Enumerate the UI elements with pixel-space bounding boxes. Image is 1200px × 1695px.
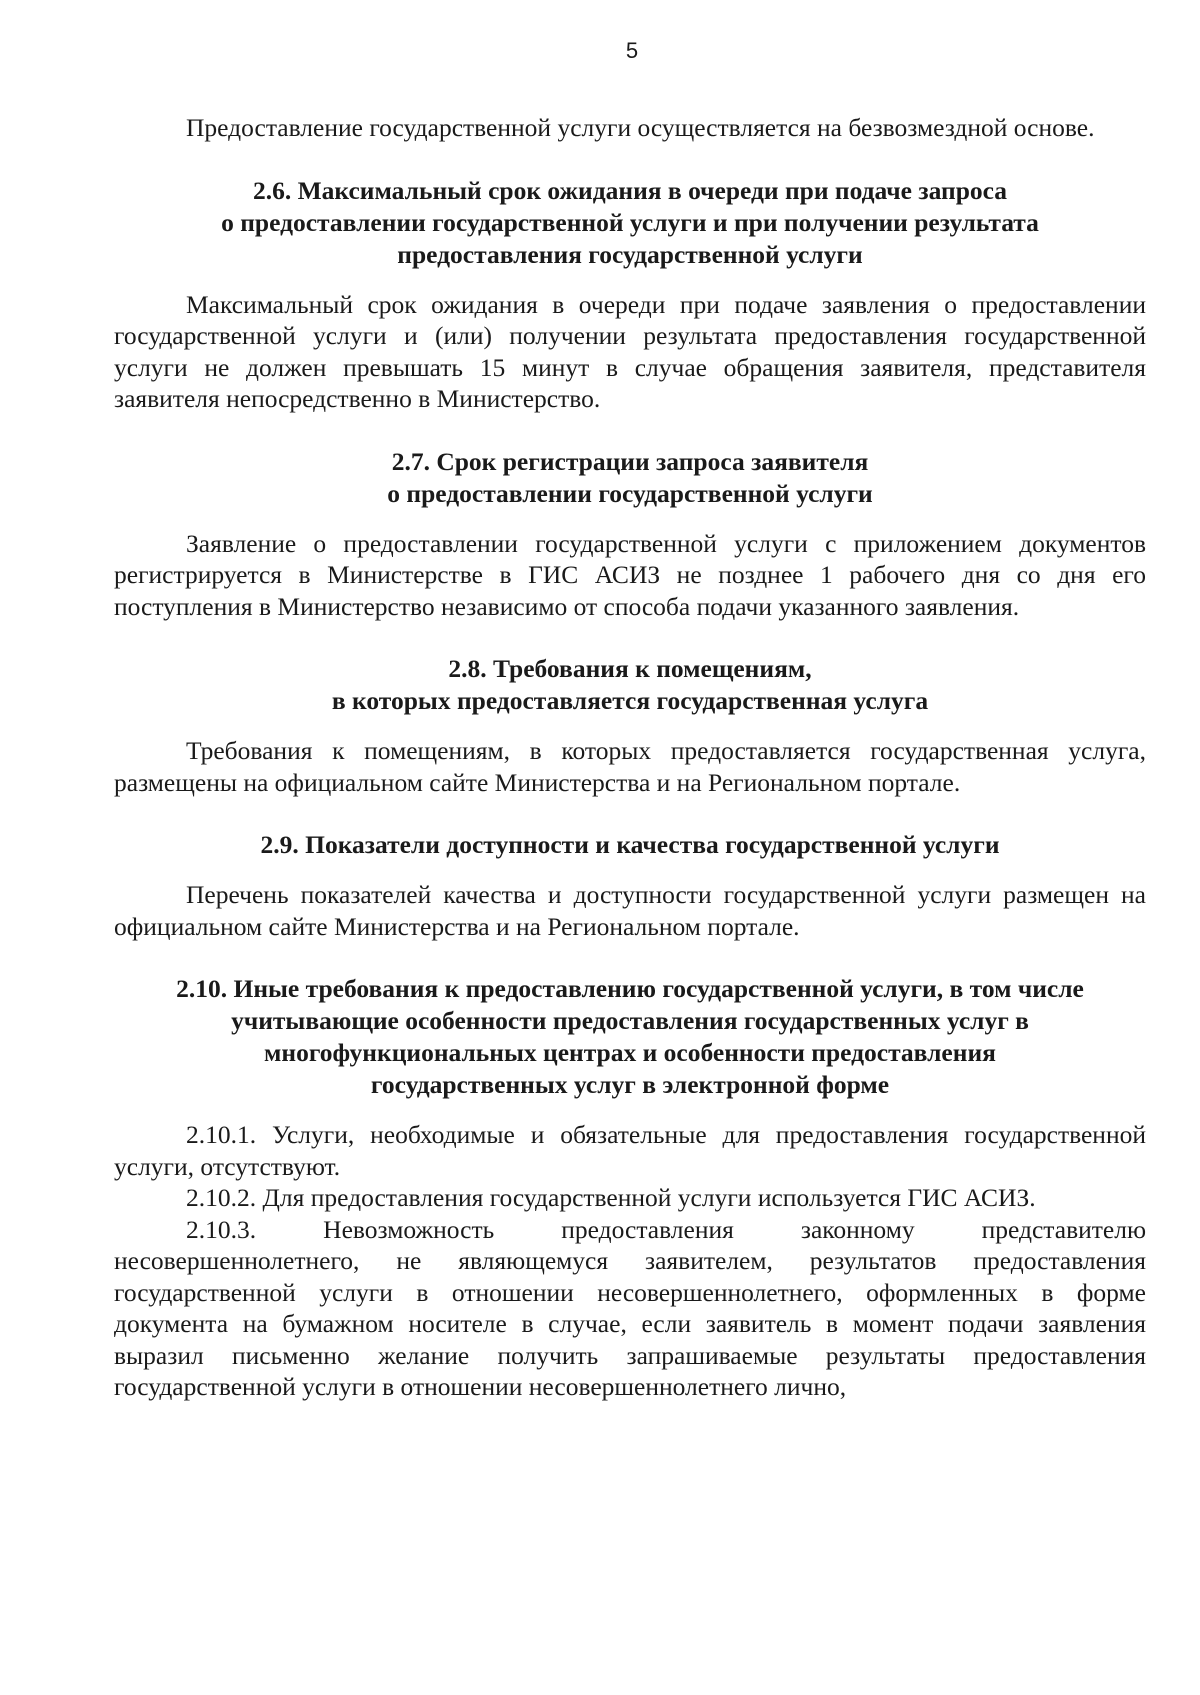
document-body	[114, 112, 1146, 1403]
heading-line: 2.7. Срок регистрации запроса заявителя	[391, 446, 869, 476]
paragraph: Максимальный срок ожидания в очереди при подаче заявления о предоставлении государственной услуги и (или) получении результата предоставления государственной услуги не должен превышать 15 минут в случае обращения заявителя, представителя заявителя непосредственно в Министерство.	[114, 289, 1146, 413]
heading-line: 2.6. Максимальный срок ожидания в очереди при подаче запроса	[252, 175, 1008, 205]
heading-line: в которых предоставляется государственная услуга	[331, 686, 929, 715]
section-heading	[114, 653, 1146, 717]
section-2-10	[114, 973, 1146, 1403]
paragraph-item: 2.10.2. Для предоставления государственной услуги используется ГИС АСИЗ.	[186, 1183, 1036, 1212]
heading-line: государственных услуг в электронной форме	[370, 1070, 890, 1099]
heading-line: многофункциональных центрах и особенности предоставления	[264, 1038, 996, 1067]
section-heading	[114, 446, 1146, 510]
heading-line: 2.8. Требования к помещениям,	[448, 654, 812, 683]
section-heading	[114, 829, 1146, 861]
paragraph: Перечень показателей качества и доступности государственной услуги размещен на официальном сайте Министерства и на Региональном портале.	[114, 880, 1146, 941]
paragraph-item: 2.10.1. Услуги, необходимые и обязательные для предоставления государственной услуги, отсутствуют.	[114, 1120, 1146, 1181]
section-intro	[114, 112, 1146, 144]
page-number: 5	[625, 38, 639, 63]
paragraph: Предоставление государственной услуги осуществляется на безвозмездной основе.	[186, 113, 1095, 142]
heading-line: предоставления государственной услуги	[397, 239, 863, 269]
section-2-9	[114, 829, 1146, 942]
section-heading	[114, 973, 1146, 1101]
paragraph: Требования к помещениям, в которых предоставляется государственная услуга, размещены на официальном сайте Министерства и на Региональном портале.	[114, 736, 1146, 797]
heading-line: о предоставлении государственной услуги и при получении результата	[221, 207, 1039, 237]
heading-line: учитывающие особенности предоставления государственных услуг в	[231, 1006, 1029, 1035]
section-2-7	[114, 446, 1146, 623]
heading-line: о предоставлении государственной услуги	[387, 478, 873, 508]
heading-line: 2.9. Показатели доступности и качества государственной услуги	[260, 830, 1000, 859]
section-2-6	[114, 175, 1146, 415]
section-2-8	[114, 653, 1146, 798]
paragraph-item: 2.10.3. Невозможность предоставления законному представителю несовершеннолетнего, не являющемуся заявителем, результатов предоставления государственной услуги в отношении несовершеннолетнего, оформленных в форме документа на бумажном носителе в случае, если заявитель в момент подачи заявления выразил письменно желание получить запрашиваемые результаты предоставления государственной услуги в отношении несовершеннолетнего лично,	[114, 1214, 1146, 1401]
section-heading	[114, 175, 1146, 271]
heading-line: 2.10. Иные требования к предоставлению государственной услуги, в том числе	[176, 974, 1084, 1003]
paragraph: Заявление о предоставлении государственной услуги с приложением документов регистрируется в Министерстве в ГИС АСИЗ не позднее 1 рабочего дня со дня его поступления в Министерство независимо от способа подачи указанного заявления.	[114, 528, 1146, 621]
